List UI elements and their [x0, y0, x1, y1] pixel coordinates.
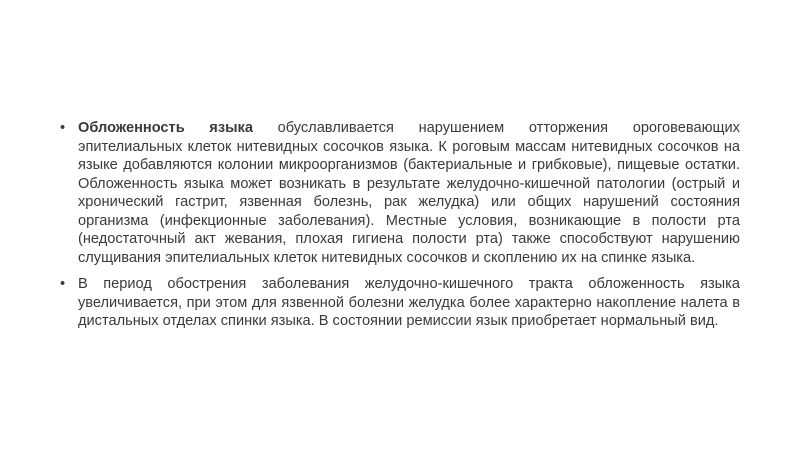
- bullet-paragraph-1: [60, 119, 740, 267]
- bold-term: Обложенность языка: [78, 120, 253, 136]
- paragraph-text: В период обострения заболевания желудочно-кишечного тракта обложенность языка увеличивается, при этом для язвенной болезни желудка более характерно накопление налета в дистальных отделах спинки языка. В состоянии ремиссии язык приобретает нормальный вид.: [78, 276, 740, 329]
- bullet-icon: •: [60, 120, 66, 136]
- bullet-icon: •: [60, 276, 66, 292]
- paragraph-text: обуславливается нарушением отторжения ороговевающих эпителиальных клеток нитевидных сосочков языка. К роговым массам нитевидных сосочков на языке добавляются колонии микроорганизмов (бактериальные и грибковые), пищевые остатки. Обложенность языка может возникать в результате желудочно-кишечной патологии (острый и хронический гастрит, язвенная болезнь, рак желудка) или общих нарушений состояния организма (инфекционные заболевания). Местные условия, возникающие в полости рта (недостаточный акт жевания, плохая гигиена полости рта) также способствуют нарушению слущивания эпителиальных клеток нитевидных сосочков и скоплению их на спинке языка.: [78, 120, 740, 266]
- bullet-paragraph-2: [60, 275, 740, 331]
- bullet-list: [60, 119, 740, 339]
